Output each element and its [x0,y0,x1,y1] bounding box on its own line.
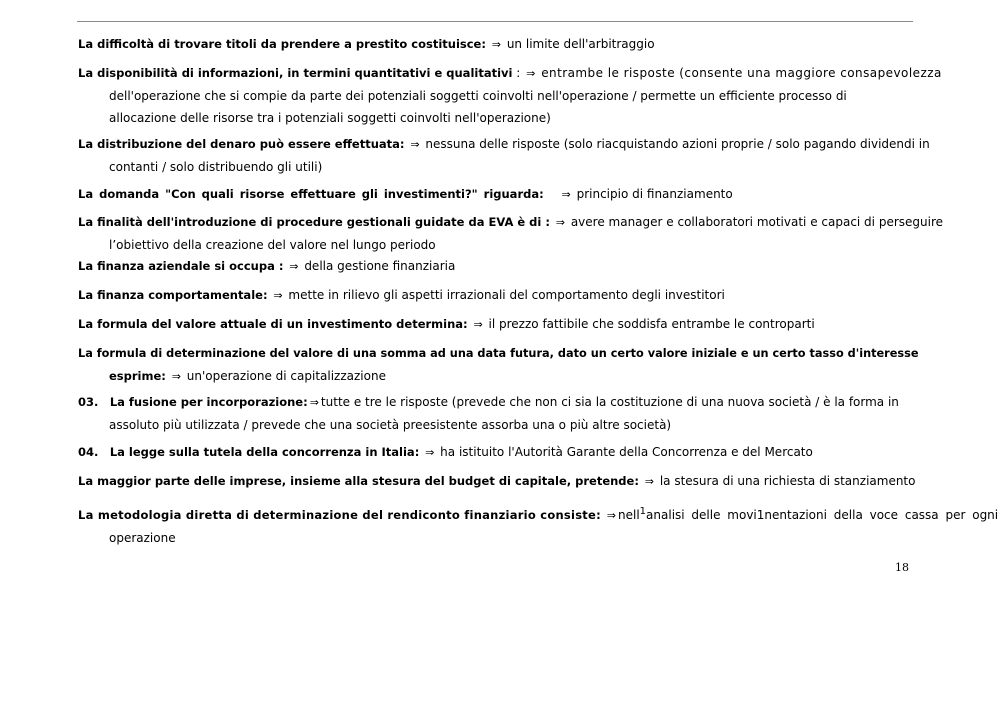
answer-text: il prezzo fattibile che soddisfa entrambe le controparti [488,317,815,331]
answer-continuation: assoluto più utilizzata / prevede che una società preesistente assorba una o più altre società) [109,418,672,432]
answer-text: nessuna delle risposte (solo riacquistando azioni proprie / solo pagando dividendi in [425,137,930,151]
question-text: La finanza comportamentale: [78,288,268,302]
question-text: La finanza aziendale si occupa : [78,259,284,273]
arrow-icon: ⇒ [606,509,617,522]
page-number: 18 [895,561,909,574]
footnote-mark: 1 [639,506,647,517]
entry-4 [78,183,908,206]
answer-continuation: allocazione delle risorse tra i potenziali soggetti coinvolti nell'operazione) [109,111,551,125]
answer-text: principio di finanziamento [576,187,733,201]
question-text: La formula di determinazione del valore di una somma ad una data futura, dato un certo valore iniziale e un certo tasso d'interesse [78,347,919,360]
arrow-icon: ⇒ [491,38,501,51]
answer-text: mette in rilievo gli aspetti irrazionali del comportamento degli investitori [288,288,725,302]
question-text: La difficoltà di trovare titoli da prendere a prestito costituisce: [78,37,486,51]
arrow-icon: ⇒ [309,396,319,409]
entry-7 [78,284,908,307]
question-text: La distribuzione del denaro può essere effettuata: [78,137,405,151]
arrow-icon: ⇒ [555,216,565,229]
separator: : [512,66,525,80]
answer-continuation: contanti / solo distribuendo gli utili) [109,160,323,174]
question-text: La metodologia diretta di determinazione del rendiconto finanziario consiste: [78,508,601,522]
arrow-icon: ⇒ [289,260,299,273]
answer-text: un limite dell'arbitraggio [506,37,655,51]
arrow-icon: ⇒ [526,67,536,80]
entry-6 [78,255,908,278]
answer-text: avere manager e collaboratori motivati e capaci di perseguire [570,215,944,229]
entry-13 [78,501,999,549]
answer-text: della gestione finanziaria [304,259,456,273]
question-text: esprime: [109,369,166,383]
arrow-icon: ⇒ [561,188,571,201]
entry-8 [78,313,908,336]
arrow-icon: ⇒ [644,475,654,488]
item-number: 03. [78,395,99,409]
arrow-icon: ⇒ [410,138,420,151]
question-text: La finalità dell'introduzione di procedure gestionali guidate da EVA è di : [78,215,550,229]
entry-10 [78,391,908,436]
entry-11 [78,441,908,464]
question-text: La disponibilità di informazioni, in termini quantitativi e qualitativi [78,66,513,80]
answer-prefix: nell [618,508,640,522]
arrow-icon: ⇒ [473,318,483,331]
arrow-icon: ⇒ [273,289,283,302]
answer-continuation: dell'operazione che si compie da parte dei potenziali soggetti coinvolti nell'operazione / permette un efficiente processo di [109,89,847,103]
question-text: La legge sulla tutela della concorrenza in Italia: [109,445,420,459]
entry-3 [78,133,930,178]
arrow-icon: ⇒ [171,370,181,383]
arrow-icon: ⇒ [425,446,435,459]
answer-text: un'operazione di capitalizzazione [186,369,386,383]
entry-5 [78,211,944,256]
question-text: La formula del valore attuale di un investimento determina: [78,317,468,331]
answer-text: entrambe le risposte (consente una maggiore consapevolezza [541,66,942,80]
answer-text: la stesura di una richiesta di stanziamento [659,474,916,488]
answer-text: analisi delle movi1nentazioni della voce cassa per ogni [646,508,999,522]
answer-continuation: l’obiettivo della creazione del valore nel lungo periodo [109,238,436,252]
question-text: La fusione per incorporazione: [109,395,308,409]
question-text: La maggior parte delle imprese, insieme alla stesura del budget di capitale, pretende: [78,474,639,488]
answer-text: ha istituito l'Autorità Garante della Concorrenza e del Mercato [440,445,813,459]
item-number: 04. [78,445,99,459]
entry-2 [78,62,942,129]
question-text: La domanda "Con quali risorse effettuare gli investimenti?" riguarda: [78,187,544,201]
entry-12 [78,470,916,493]
header-rule [77,21,913,22]
entry-9 [78,342,919,388]
entry-1 [78,33,908,56]
answer-continuation: operazione [109,531,176,545]
answer-text: tutte e tre le risposte (prevede che non ci sia la costituzione di una nuova società / è la forma in [320,395,899,409]
